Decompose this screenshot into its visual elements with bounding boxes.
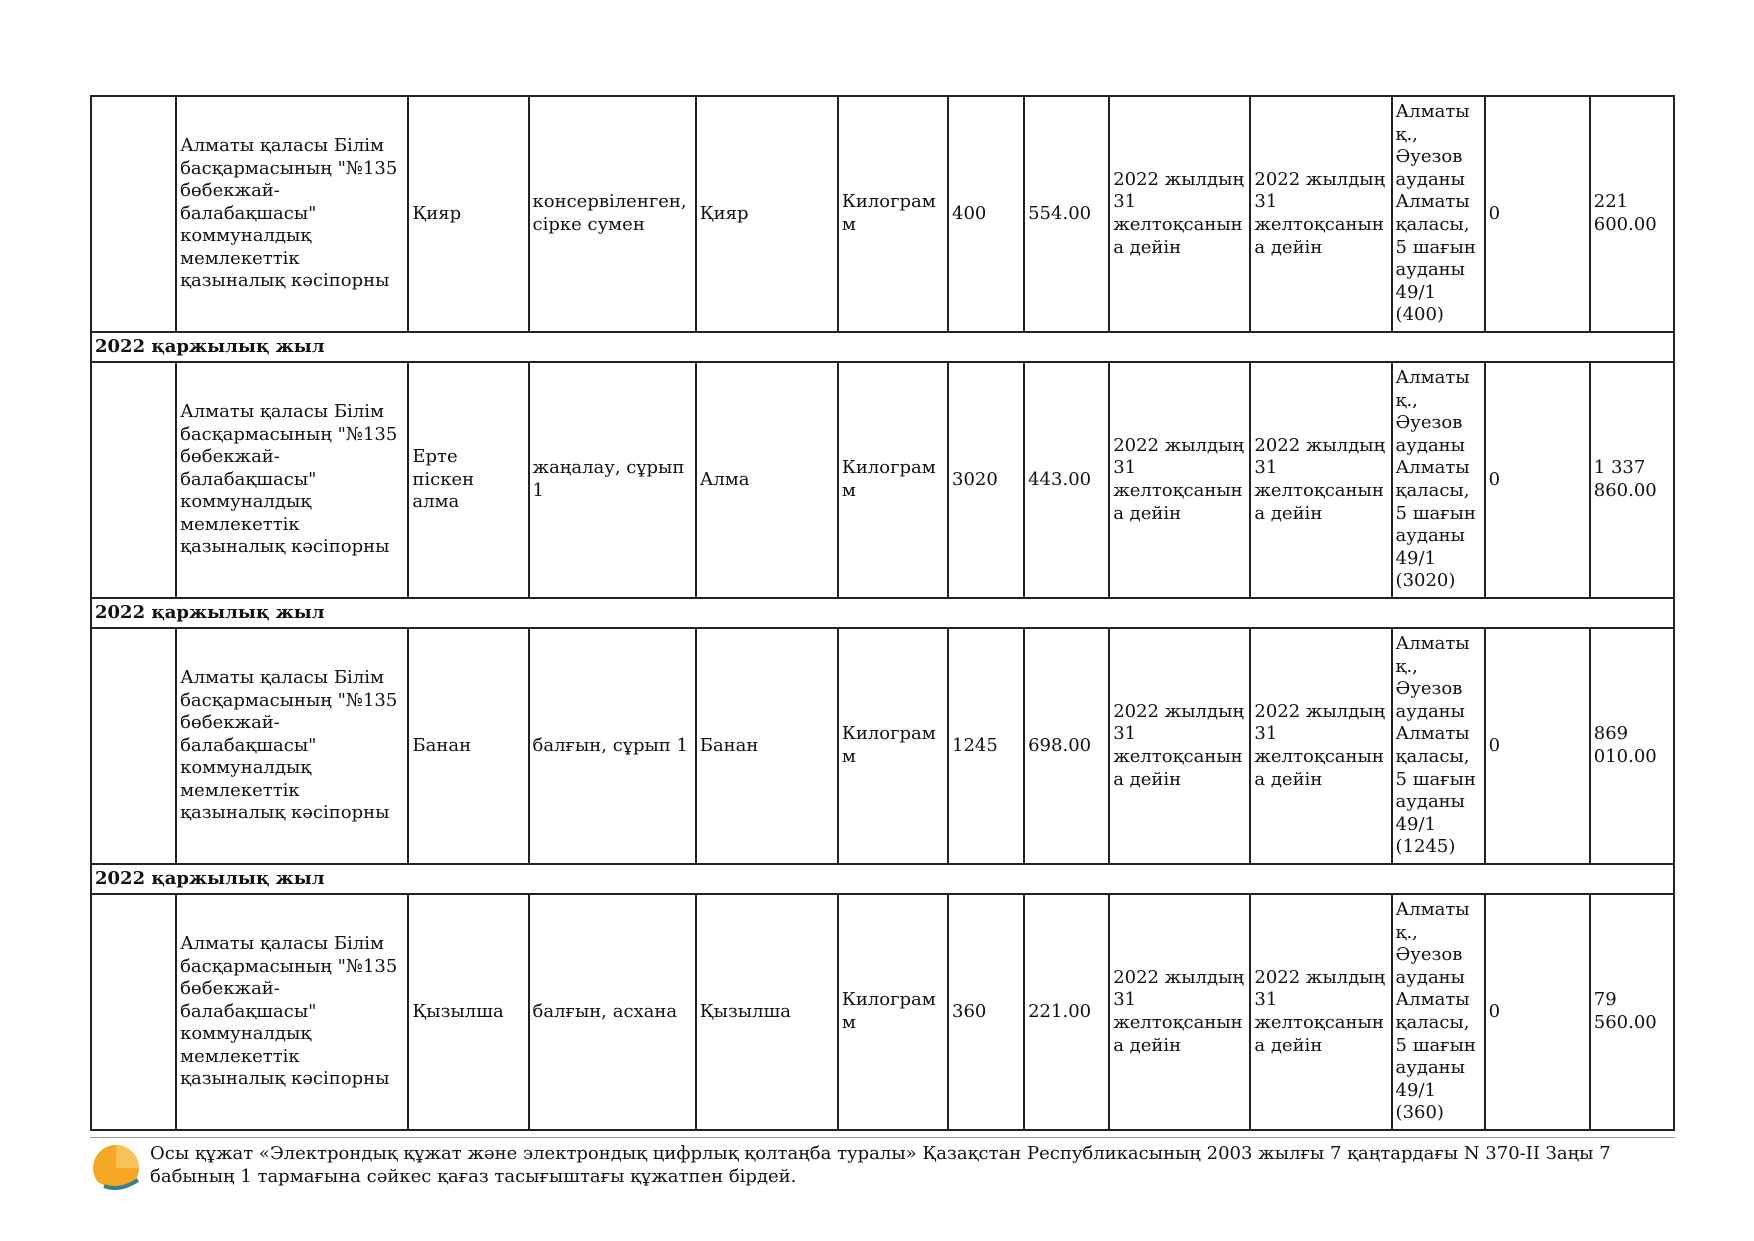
unit-cell: Килограмм <box>838 96 948 332</box>
e-gov-logo-icon <box>92 1142 142 1194</box>
delivery-term-cell: 2022 жылдың 31 желтоқсанына дейін <box>1250 628 1391 864</box>
delivery-place-cell: Алматы қ., Әуезов ауданы Алматы қаласы, 5 шағын ауданы 49/1 (3020) <box>1392 362 1485 598</box>
year-row <box>91 332 1674 362</box>
delivery-term-cell: 2022 жылдың 31 желтоқсанына дейін <box>1250 96 1391 332</box>
unit-cell: Килограмм <box>838 894 948 1130</box>
price-cell: 221.00 <box>1024 894 1109 1130</box>
total-sum-cell: 869 010.00 <box>1590 628 1674 864</box>
row-number-cell <box>91 96 176 332</box>
row-number-cell <box>91 628 176 864</box>
table-row <box>91 362 1674 598</box>
footer <box>92 1142 1677 1194</box>
delivery-term-cell: 2022 жылдың 31 желтоқсанына дейін <box>1109 96 1250 332</box>
price-cell: 554.00 <box>1024 96 1109 332</box>
customer-cell: Алматы қаласы Білім басқармасының "№135 бөбекжай-балабақшасы" коммуналдық мемлекеттік қазыналық кәсіпорны <box>176 894 408 1130</box>
table-row <box>91 628 1674 864</box>
delivery-term-cell: 2022 жылдың 31 желтоқсанына дейін <box>1109 894 1250 1130</box>
quantity-cell: 3020 <box>948 362 1024 598</box>
row-number-cell <box>91 894 176 1130</box>
delivery-term-cell: 2022 жылдың 31 желтоқсанына дейін <box>1250 894 1391 1130</box>
footer-legal-text: Осы құжат «Электрондық құжат және электрондық цифрлық қолтаңба туралы» Қазақстан Республикасының 2003 жылғы 7 қаңтардағы N 370-II Заңы 7 бабының 1 тармағына сәйкес қағаз тасығыштағы құжатпен бірдей. <box>150 1143 1611 1187</box>
item-name-cell: Банан <box>408 628 528 864</box>
footer-divider <box>90 1137 1675 1138</box>
quantity-cell: 400 <box>948 96 1024 332</box>
table-row <box>91 96 1674 332</box>
unit-cell: Килограмм <box>838 362 948 598</box>
item-spec-cell: жаңалау, сұрып 1 <box>529 362 696 598</box>
total-sum-cell: 79 560.00 <box>1590 894 1674 1130</box>
product-cell: Қызылша <box>696 894 838 1130</box>
year-row <box>91 864 1674 894</box>
advance-cell: 0 <box>1485 894 1590 1130</box>
item-name-cell: Қияр <box>408 96 528 332</box>
item-name-cell: Қызылша <box>408 894 528 1130</box>
row-number-cell <box>91 362 176 598</box>
quantity-cell: 1245 <box>948 628 1024 864</box>
customer-cell: Алматы қаласы Білім басқармасының "№135 бөбекжай-балабақшасы" коммуналдық мемлекеттік қазыналық кәсіпорны <box>176 96 408 332</box>
quantity-cell: 360 <box>948 894 1024 1130</box>
product-cell: Банан <box>696 628 838 864</box>
delivery-place-cell: Алматы қ., Әуезов ауданы Алматы қаласы, 5 шағын ауданы 49/1 (360) <box>1392 894 1485 1130</box>
table-row <box>91 894 1674 1130</box>
advance-cell: 0 <box>1485 362 1590 598</box>
year-row <box>91 598 1674 628</box>
total-sum-cell: 221 600.00 <box>1590 96 1674 332</box>
customer-cell: Алматы қаласы Білім басқармасының "№135 бөбекжай-балабақшасы" коммуналдық мемлекеттік қазыналық кәсіпорны <box>176 628 408 864</box>
price-cell: 443.00 <box>1024 362 1109 598</box>
procurement-table <box>90 95 1675 1131</box>
advance-cell: 0 <box>1485 628 1590 864</box>
product-cell: Алма <box>696 362 838 598</box>
customer-cell: Алматы қаласы Білім басқармасының "№135 бөбекжай-балабақшасы" коммуналдық мемлекеттік қазыналық кәсіпорны <box>176 362 408 598</box>
advance-cell: 0 <box>1485 96 1590 332</box>
delivery-place-cell: Алматы қ., Әуезов ауданы Алматы қаласы, 5 шағын ауданы 49/1 (1245) <box>1392 628 1485 864</box>
delivery-term-cell: 2022 жылдың 31 желтоқсанына дейін <box>1109 628 1250 864</box>
product-cell: Қияр <box>696 96 838 332</box>
item-spec-cell: консервіленген, сірке сумен <box>529 96 696 332</box>
year-label: 2022 қаржылық жыл <box>91 864 1674 894</box>
item-spec-cell: балғын, сұрып 1 <box>529 628 696 864</box>
delivery-term-cell: 2022 жылдың 31 желтоқсанына дейін <box>1250 362 1391 598</box>
total-sum-cell: 1 337 860.00 <box>1590 362 1674 598</box>
unit-cell: Килограмм <box>838 628 948 864</box>
year-label: 2022 қаржылық жыл <box>91 332 1674 362</box>
delivery-place-cell: Алматы қ., Әуезов ауданы Алматы қаласы, 5 шағын ауданы 49/1 (400) <box>1392 96 1485 332</box>
item-name-cell: Ерте піскен алма <box>408 362 528 598</box>
price-cell: 698.00 <box>1024 628 1109 864</box>
delivery-term-cell: 2022 жылдың 31 желтоқсанына дейін <box>1109 362 1250 598</box>
item-spec-cell: балғын, асхана <box>529 894 696 1130</box>
year-label: 2022 қаржылық жыл <box>91 598 1674 628</box>
